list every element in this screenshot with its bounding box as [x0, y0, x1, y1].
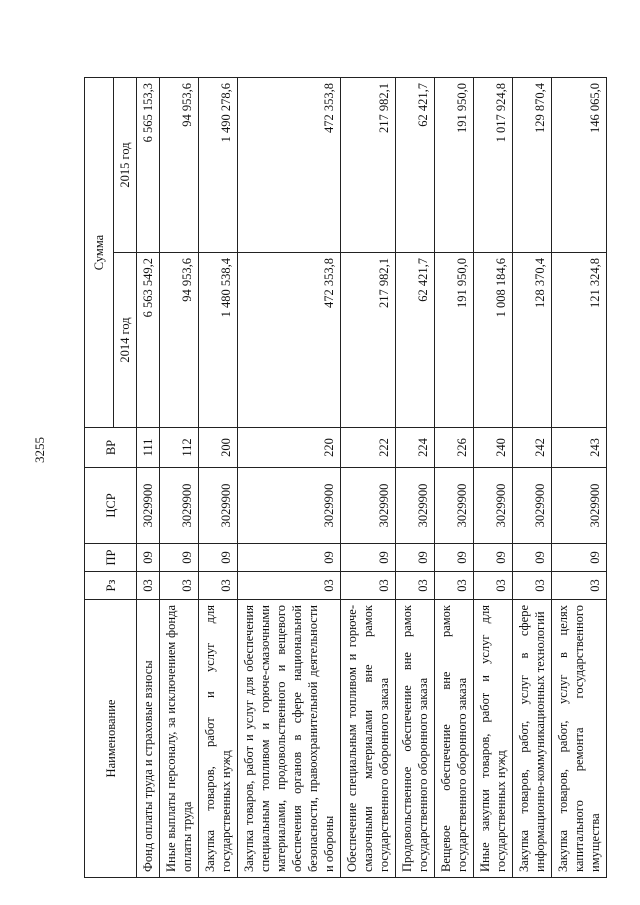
table-row — [474, 78, 513, 878]
cell-2014: 121 324,8 — [552, 253, 607, 428]
cell-rz: 03 — [341, 572, 396, 600]
table-row — [137, 78, 160, 878]
cell-2014: 1 008 184,6 — [474, 253, 513, 428]
cell-vr: 112 — [160, 428, 199, 468]
table-row — [552, 78, 607, 878]
cell-rz: 03 — [137, 572, 160, 600]
cell-pr: 09 — [552, 544, 607, 572]
cell-2015: 94 953,6 — [160, 78, 199, 253]
header-2014: 2014 год — [114, 253, 137, 428]
cell-pr: 09 — [199, 544, 238, 572]
cell-2015: 146 065,0 — [552, 78, 607, 253]
cell-pr: 09 — [396, 544, 435, 572]
header-sum: Сумма — [85, 78, 114, 428]
cell-vr: 240 — [474, 428, 513, 468]
cell-2015: 472 353,8 — [238, 78, 341, 253]
cell-vr: 243 — [552, 428, 607, 468]
budget-table — [84, 77, 607, 878]
cell-csr: 3029900 — [238, 468, 341, 544]
cell-vr: 222 — [341, 428, 396, 468]
cell-vr: 220 — [238, 428, 341, 468]
cell-vr: 111 — [137, 428, 160, 468]
cell-pr: 09 — [137, 544, 160, 572]
table-body — [137, 78, 607, 878]
cell-2015: 1 490 278,6 — [199, 78, 238, 253]
cell-rz: 03 — [435, 572, 474, 600]
cell-name: Закупка товаров, работ, услуг в сфере информационно-коммуникационных технологий — [513, 600, 552, 878]
cell-name: Закупка товаров, работ и услуг для государственных нужд — [199, 600, 238, 878]
page-number: 3255 — [32, 437, 47, 463]
cell-2014: 94 953,6 — [160, 253, 199, 428]
header-csr: ЦСР — [85, 468, 137, 544]
header-vr: ВР — [85, 428, 137, 468]
table-row — [396, 78, 435, 878]
cell-name: Иные выплаты персоналу, за исключением фонда оплаты труда — [160, 600, 199, 878]
cell-2015: 1 017 924,8 — [474, 78, 513, 253]
cell-rz: 03 — [513, 572, 552, 600]
cell-csr: 3029900 — [199, 468, 238, 544]
cell-rz: 03 — [238, 572, 341, 600]
table-row — [513, 78, 552, 878]
cell-pr: 09 — [160, 544, 199, 572]
header-rz: Рз — [85, 572, 137, 600]
cell-csr: 3029900 — [513, 468, 552, 544]
cell-csr: 3029900 — [160, 468, 199, 544]
cell-rz: 03 — [474, 572, 513, 600]
table-row — [435, 78, 474, 878]
cell-vr: 200 — [199, 428, 238, 468]
cell-name: Закупка товаров, работ и услуг для обеспечения специальным топливом и горюче-смазочными материалами, продовольственного и вещевого обеспечения органов в сфере национальной безопасности, правоохранительной деятельности и обороны — [238, 600, 341, 878]
cell-2014: 472 353,8 — [238, 253, 341, 428]
cell-name: Вещевое обеспечение вне рамок государственного оборонного заказа — [435, 600, 474, 878]
cell-name: Фонд оплаты труда и страховые взносы — [137, 600, 160, 878]
cell-2015: 217 982,1 — [341, 78, 396, 253]
cell-name: Иные закупки товаров, работ и услуг для государственных нужд — [474, 600, 513, 878]
table-row — [160, 78, 199, 878]
header-pr: ПР — [85, 544, 137, 572]
cell-pr: 09 — [341, 544, 396, 572]
cell-vr: 226 — [435, 428, 474, 468]
cell-csr: 3029900 — [435, 468, 474, 544]
cell-csr: 3029900 — [552, 468, 607, 544]
cell-2015: 191 950,0 — [435, 78, 474, 253]
cell-2014: 217 982,1 — [341, 253, 396, 428]
cell-2014: 191 950,0 — [435, 253, 474, 428]
cell-name: Обеспечение специальным топливом и горюче-смазочными материалами вне рамок государственного оборонного заказа — [341, 600, 396, 878]
cell-name: Закупка товаров, работ, услуг в целях капитального ремонта государственного имущества — [552, 600, 607, 878]
cell-2014: 62 421,7 — [396, 253, 435, 428]
cell-2014: 128 370,4 — [513, 253, 552, 428]
cell-2015: 62 421,7 — [396, 78, 435, 253]
cell-rz: 03 — [552, 572, 607, 600]
cell-vr: 224 — [396, 428, 435, 468]
table-row — [341, 78, 396, 878]
cell-csr: 3029900 — [474, 468, 513, 544]
cell-name: Продовольственное обеспечение вне рамок государственного оборонного заказа — [396, 600, 435, 878]
cell-2015: 6 565 153,3 — [137, 78, 160, 253]
table-row — [238, 78, 341, 878]
cell-rz: 03 — [199, 572, 238, 600]
cell-csr: 3029900 — [137, 468, 160, 544]
cell-2014: 1 480 538,4 — [199, 253, 238, 428]
header-2015: 2015 год — [114, 78, 137, 253]
cell-2015: 129 870,4 — [513, 78, 552, 253]
cell-rz: 03 — [396, 572, 435, 600]
document-page — [84, 78, 604, 878]
header-name: Наименование — [85, 600, 137, 878]
table-header-row — [85, 78, 114, 878]
cell-2014: 6 563 549,2 — [137, 253, 160, 428]
table-row — [199, 78, 238, 878]
cell-csr: 3029900 — [396, 468, 435, 544]
cell-pr: 09 — [474, 544, 513, 572]
cell-pr: 09 — [435, 544, 474, 572]
cell-pr: 09 — [238, 544, 341, 572]
cell-pr: 09 — [513, 544, 552, 572]
cell-csr: 3029900 — [341, 468, 396, 544]
cell-rz: 03 — [160, 572, 199, 600]
cell-vr: 242 — [513, 428, 552, 468]
